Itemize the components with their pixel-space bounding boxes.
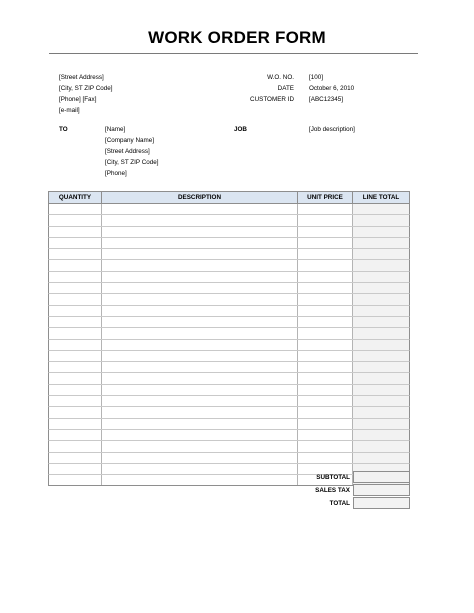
line-total-cell[interactable] [353,351,409,361]
line-total-cell[interactable] [353,453,409,463]
wo-number-label: W.O. NO. [267,74,294,81]
quantity-cell[interactable] [49,362,102,372]
line-total-cell[interactable] [353,430,409,440]
description-cell[interactable] [102,260,298,270]
table-row [48,362,410,373]
quantity-cell[interactable] [49,396,102,406]
job-label: JOB [234,126,247,133]
table-row [48,453,410,464]
company-street: [Street Address] [59,74,104,81]
description-header: DESCRIPTION [102,192,298,203]
description-cell[interactable] [102,407,298,417]
unit-price-cell[interactable] [298,306,353,316]
description-cell[interactable] [102,396,298,406]
unit-price-cell[interactable] [298,294,353,304]
line-total-cell[interactable] [353,385,409,395]
table-row [48,328,410,339]
to-street: [Street Address] [105,148,150,155]
unit-price-cell[interactable] [298,249,353,259]
to-city: [City, ST ZIP Code] [105,159,159,166]
table-row [48,227,410,238]
description-cell[interactable] [102,328,298,338]
line-total-cell[interactable] [353,396,409,406]
table-body [48,204,410,486]
unit-price-cell[interactable] [298,373,353,383]
quantity-cell[interactable] [49,204,102,214]
unit-price-cell[interactable] [298,204,353,214]
line-total-cell[interactable] [353,294,409,304]
table-header [48,191,410,204]
total-label: TOTAL [329,500,350,507]
table-row [48,294,410,305]
table-row [48,430,410,441]
quantity-cell[interactable] [49,306,102,316]
quantity-cell[interactable] [49,385,102,395]
quantity-cell[interactable] [49,407,102,417]
table-row [48,272,410,283]
description-cell[interactable] [102,475,298,485]
unit-price-cell[interactable] [298,385,353,395]
unit-price-cell[interactable] [298,407,353,417]
line-total-cell[interactable] [353,441,409,451]
table-row [48,204,410,215]
line-total-cell[interactable] [353,227,409,237]
table-row [48,373,410,384]
table-row [48,340,410,351]
table-row [48,306,410,317]
wo-number-value: [100] [309,74,324,81]
description-cell[interactable] [102,453,298,463]
quantity-cell[interactable] [49,249,102,259]
quantity-cell[interactable] [49,238,102,248]
quantity-cell[interactable] [49,215,102,225]
description-cell[interactable] [102,249,298,259]
table-row [48,419,410,430]
company-email: [e-mail] [59,107,80,114]
quantity-cell[interactable] [49,464,102,474]
description-cell[interactable] [102,340,298,350]
customer-id-value: [ABC12345] [309,96,343,103]
table-row [48,215,410,226]
table-row [48,238,410,249]
table-row [48,441,410,452]
quantity-cell[interactable] [49,272,102,282]
sales-tax-field[interactable] [353,484,410,496]
quantity-cell[interactable] [49,419,102,429]
description-cell[interactable] [102,306,298,316]
form-title: WORK ORDER FORM [148,28,326,47]
company-phone-fax: [Phone] [Fax] [59,96,97,103]
quantity-cell[interactable] [49,283,102,293]
line-total-cell[interactable] [353,215,409,225]
line-total-cell[interactable] [353,238,409,248]
unit-price-cell[interactable] [298,227,353,237]
description-cell[interactable] [102,362,298,372]
line-total-cell[interactable] [353,362,409,372]
description-cell[interactable] [102,294,298,304]
quantity-cell[interactable] [49,227,102,237]
line-total-cell[interactable] [353,407,409,417]
table-row [48,396,410,407]
unit-price-cell[interactable] [298,283,353,293]
table-row [48,407,410,418]
description-cell[interactable] [102,464,298,474]
quantity-cell[interactable] [49,441,102,451]
quantity-cell[interactable] [49,260,102,270]
line-total-cell[interactable] [353,419,409,429]
job-description: [Job description] [309,126,355,133]
quantity-header: QUANTITY [49,192,102,203]
description-cell[interactable] [102,385,298,395]
unit-price-cell[interactable] [298,453,353,463]
unit-price-cell[interactable] [298,238,353,248]
line-total-cell[interactable] [353,340,409,350]
unit-price-cell[interactable] [298,362,353,372]
line-total-cell[interactable] [353,373,409,383]
unit-price-cell[interactable] [298,317,353,327]
to-name: [Name] [105,126,126,133]
unit-price-cell[interactable] [298,272,353,282]
line-total-cell[interactable] [353,328,409,338]
description-cell[interactable] [102,351,298,361]
line-total-cell[interactable] [353,317,409,327]
table-row [48,317,410,328]
description-cell[interactable] [102,215,298,225]
unit-price-cell[interactable] [298,441,353,451]
line-items-table [48,191,410,486]
description-cell[interactable] [102,272,298,282]
unit-price-header: UNIT PRICE [298,192,353,203]
quantity-cell[interactable] [49,340,102,350]
sales-tax-label: SALES TAX [315,487,350,494]
description-cell[interactable] [102,283,298,293]
table-row [48,283,410,294]
table-row [48,260,410,271]
quantity-cell[interactable] [49,453,102,463]
description-cell[interactable] [102,419,298,429]
to-label: TO [59,126,68,133]
table-row [48,385,410,396]
unit-price-cell[interactable] [298,340,353,350]
description-cell[interactable] [102,430,298,440]
quantity-cell[interactable] [49,475,102,485]
unit-price-cell[interactable] [298,260,353,270]
to-phone: [Phone] [105,170,127,177]
line-total-cell[interactable] [353,306,409,316]
quantity-cell[interactable] [49,373,102,383]
unit-price-cell[interactable] [298,419,353,429]
subtotal-label: SUBTOTAL [316,474,350,481]
unit-price-cell[interactable] [298,328,353,338]
line-total-header: LINE TOTAL [362,194,400,201]
company-city: [City, ST ZIP Code] [59,85,113,92]
line-total-cell[interactable] [353,260,409,270]
unit-price-cell[interactable] [298,351,353,361]
table-row [48,249,410,260]
description-cell[interactable] [102,238,298,248]
description-cell[interactable] [102,227,298,237]
line-total-cell[interactable] [353,249,409,259]
description-cell[interactable] [102,373,298,383]
date-value: October 6, 2010 [309,85,355,92]
quantity-cell[interactable] [49,317,102,327]
subtotal-field[interactable] [353,471,410,483]
title-divider [49,53,418,54]
line-total-cell[interactable] [353,283,409,293]
unit-price-cell[interactable] [298,430,353,440]
description-cell[interactable] [102,441,298,451]
quantity-cell[interactable] [49,294,102,304]
line-total-cell[interactable] [353,204,409,214]
unit-price-cell[interactable] [298,396,353,406]
description-cell[interactable] [102,317,298,327]
unit-price-cell[interactable] [298,215,353,225]
to-company: [Company Name] [105,137,154,144]
date-label: DATE [277,85,294,92]
total-field[interactable] [353,497,410,509]
table-row [48,351,410,362]
quantity-cell[interactable] [49,430,102,440]
line-total-cell[interactable] [353,272,409,282]
customer-id-label: CUSTOMER ID [250,96,294,103]
quantity-cell[interactable] [49,328,102,338]
quantity-cell[interactable] [49,351,102,361]
description-cell[interactable] [102,204,298,214]
